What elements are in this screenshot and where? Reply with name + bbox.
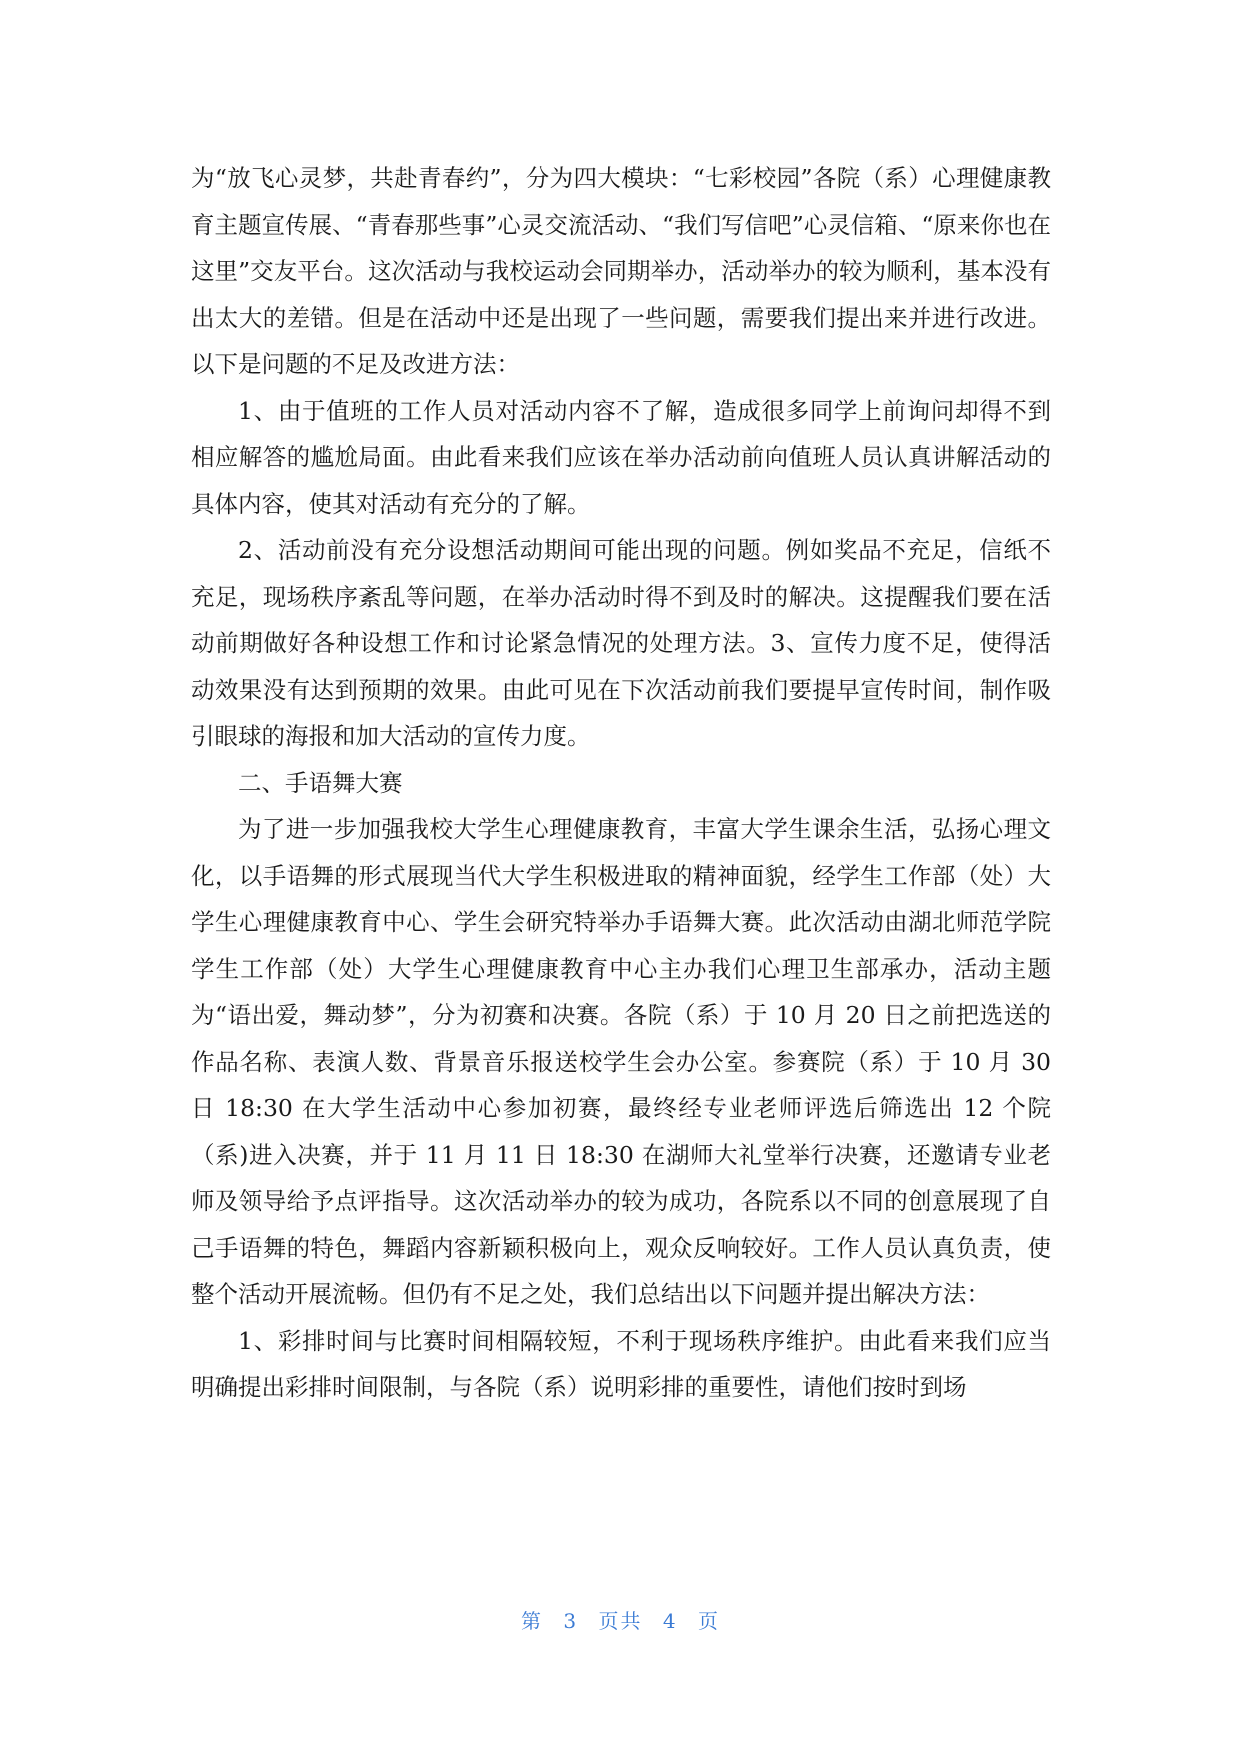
paragraph: 1、彩排时间与比赛时间相隔较短，不利于现场秩序维护。由此看来我们应当明确提出彩排时间限制，与各院（系）说明彩排的重要性，请他们按时到场 — [191, 1326, 1051, 1401]
paragraph: 为“放飞心灵梦，共赴青春约”，分为四大模块：“七彩校园”各院（系）心理健康教育主题宣传展、“青春那些事”心灵交流活动、“我们写信吧”心灵信箱、“原来你也在这里”交友平台。这次活动与我校运动会同期举办，活动举办的较为顺利，基本没有出太大的差错。但是在活动中还是出现了一些问题，需要我们提出来并进行改进。以下是问题的不足及改进方法： — [191, 164, 1051, 378]
footer-suffix: 页 — [697, 1609, 720, 1633]
footer-total-pages: 4 — [662, 1609, 678, 1633]
page-footer — [0, 1605, 1241, 1634]
footer-prefix: 第 — [521, 1609, 544, 1633]
document-body — [191, 155, 1051, 1411]
section-heading: 二、手语舞大赛 — [238, 768, 403, 797]
paragraph: 1、由于值班的工作人员对活动内容不了解，造成很多同学上前询问却得不到相应解答的尴尬局面。由此看来我们应该在举办活动前向值班人员认真讲解活动的具体内容，使其对活动有充分的了解。 — [191, 396, 1051, 518]
footer-current-page: 3 — [563, 1609, 579, 1633]
paragraph: 为了进一步加强我校大学生心理健康教育，丰富大学生课余生活，弘扬心理文化，以手语舞的形式展现当代大学生积极进取的精神面貌，经学生工作部（处）大学生心理健康教育中心、学生会研究特举办手语舞大赛。此次活动由湖北师范学院学生工作部（处）大学生心理健康教育中心主办我们心理卫生部承办，活动主题为“语出爱，舞动梦”，分为初赛和决赛。各院（系）于 10 月 20 日之前把选送的作品名称、表演人数、背景音乐报送校学生会办公室。参赛院（系）于 10 月 30 日 18:30 在大学生活动中心参加初赛，最终经专业老师评选后筛选出 12 个院（系)进入决赛，并于 11 月 11 日 18:30 在湖师大礼堂举行决赛，还邀请专业老师及领导给予点评指导。这次活动举办的较为成功，各院系以不同的创意展现了自己手语舞的特色，舞蹈内容新颖积极向上，观众反响较好。工作人员认真负责，使整个活动开展流畅。但仍有不足之处，我们总结出以下问题并提出解决方法： — [191, 815, 1051, 1308]
footer-middle: 页共 — [598, 1609, 643, 1633]
paragraph: 2、活动前没有充分设想活动期间可能出现的问题。例如奖品不充足，信纸不充足，现场秩序紊乱等问题，在举办活动时得不到及时的解决。这提醒我们要在活动前期做好各种设想工作和讨论紧急情况的处理方法。3、宣传力度不足，使得活动效果没有达到预期的效果。由此可见在下次活动前我们要提早宣传时间，制作吸引眼球的海报和加大活动的宣传力度。 — [191, 536, 1051, 750]
